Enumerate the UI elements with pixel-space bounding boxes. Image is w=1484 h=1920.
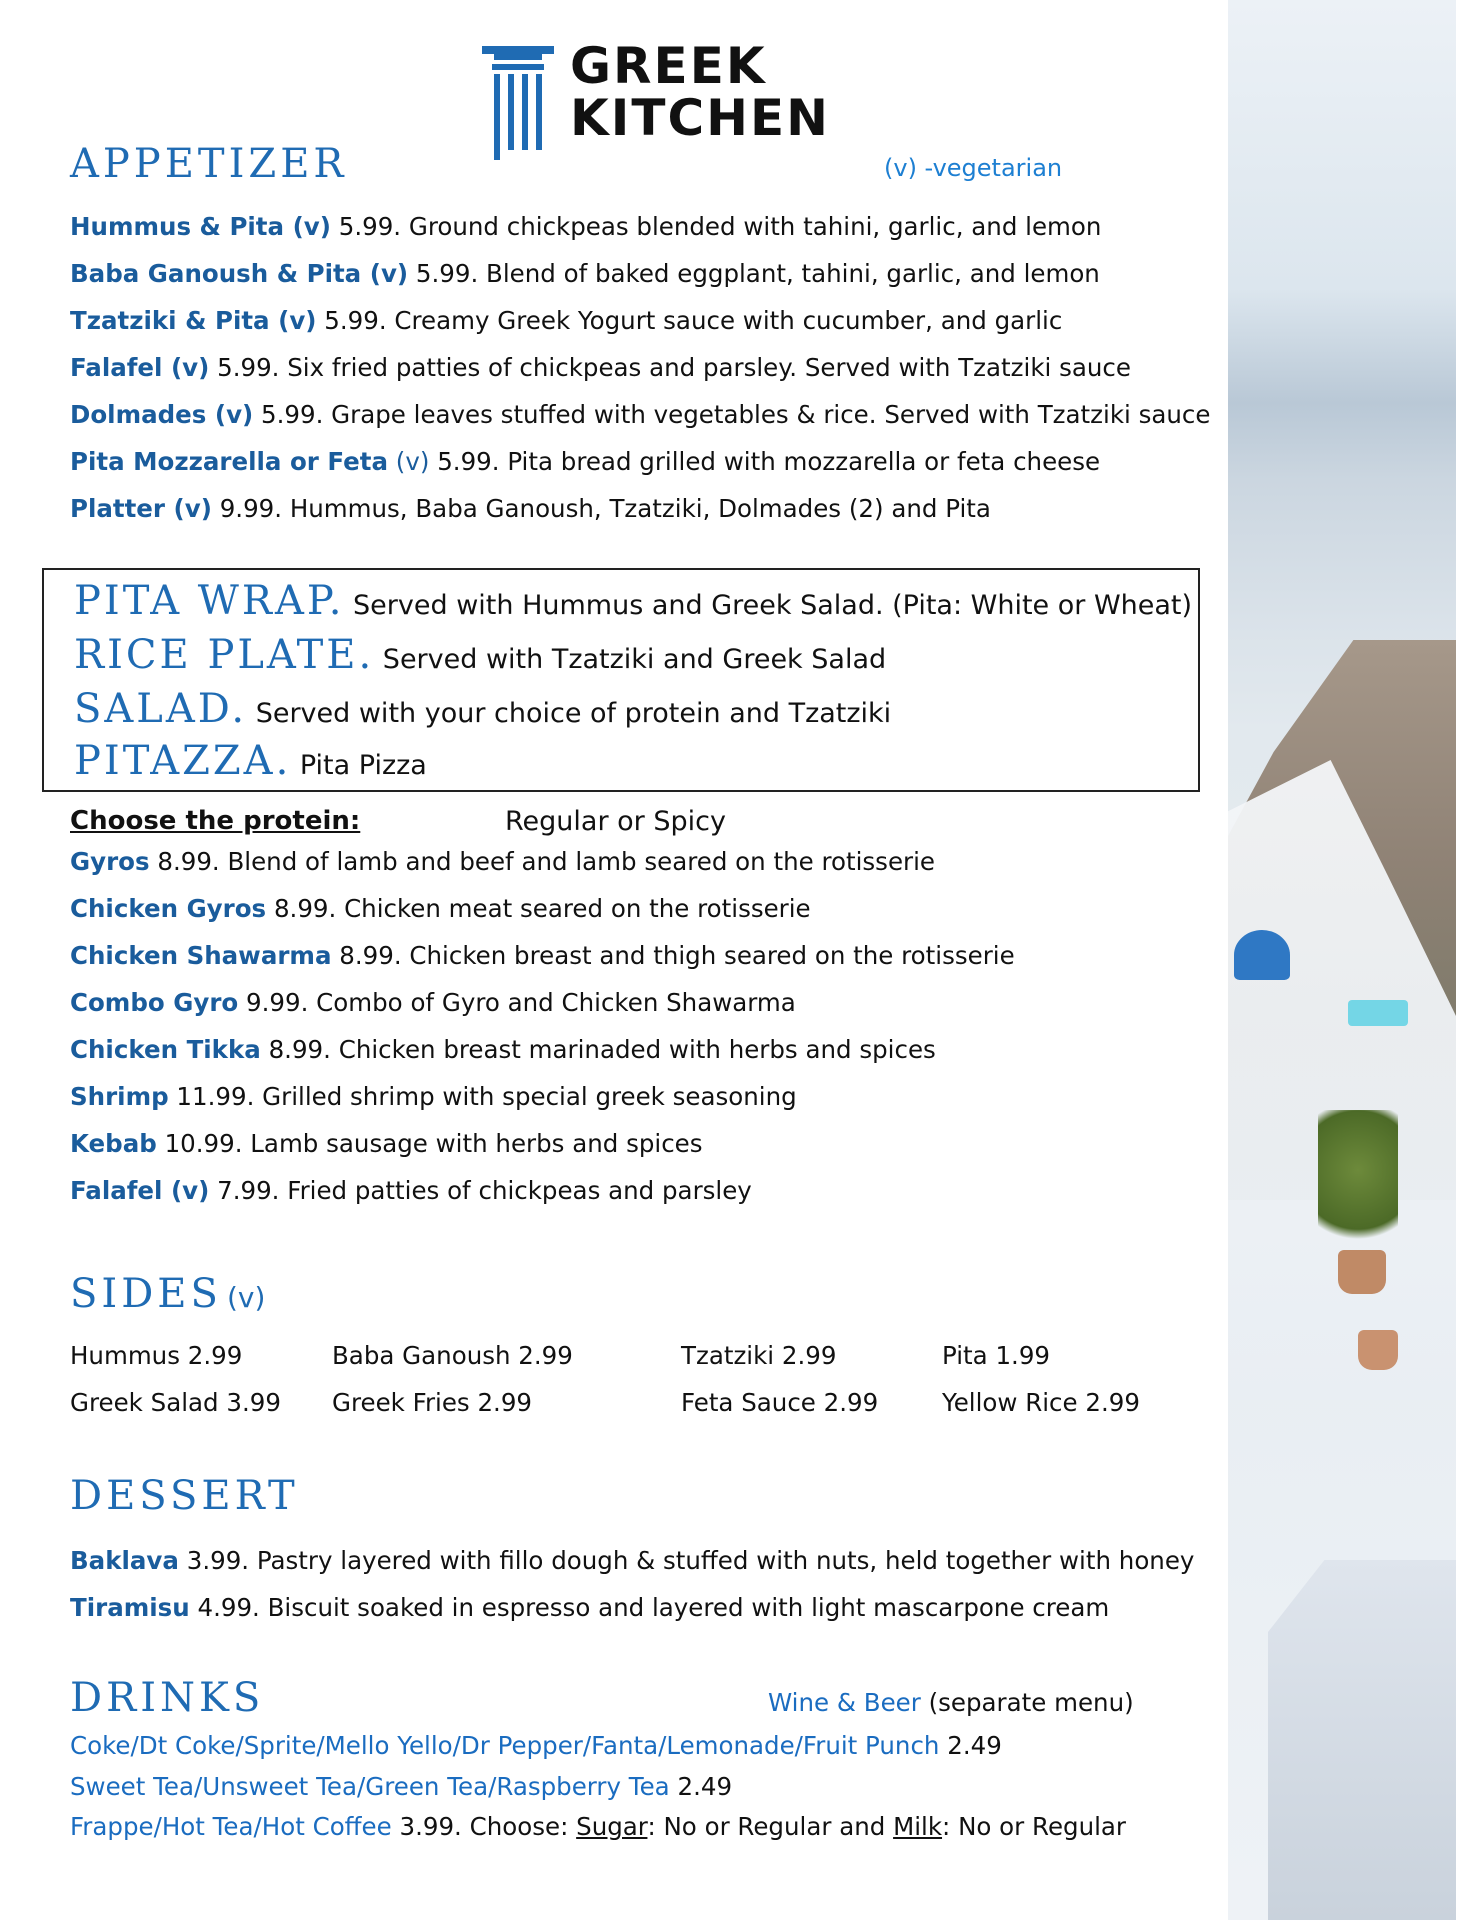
- item-description: 10.99. Lamb sausage with herbs and spices: [156, 1129, 703, 1158]
- side-item: Greek Salad 3.99: [70, 1388, 281, 1417]
- menu-item: [70, 257, 1100, 291]
- sugar-options: : No or Regular and: [647, 1812, 894, 1841]
- item-description: 8.99. Chicken breast and thigh seared on the rotisserie: [331, 941, 1015, 970]
- protein-option: Regular or Spicy: [505, 806, 726, 837]
- side-item: Tzatziki 2.99: [681, 1341, 837, 1370]
- sugar-label: Sugar: [576, 1812, 648, 1841]
- item-name: Tiramisu: [70, 1593, 190, 1622]
- side-item: Yellow Rice 2.99: [942, 1388, 1140, 1417]
- item-name: Kebab: [70, 1129, 157, 1158]
- sides-veg-mark: (v): [226, 1281, 266, 1314]
- sides-header: [70, 1270, 265, 1318]
- item-description: 8.99. Chicken meat seared on the rotisserie: [266, 894, 811, 923]
- milk-options: : No or Regular: [942, 1812, 1126, 1841]
- menu-item: [70, 1544, 1194, 1578]
- item-name: Dolmades (v): [70, 400, 254, 429]
- item-name: Falafel (v): [70, 1176, 210, 1205]
- meal-type-description: Served with Hummus and Greek Salad. (Pita: White or Wheat): [344, 590, 1193, 621]
- item-description: 5.99. Six fried patties of chickpeas and parsley. Served with Tzatziki sauce: [209, 353, 1131, 382]
- menu-item: [70, 210, 1101, 244]
- logo-line-1: GREEK: [570, 37, 767, 95]
- vegetarian-mark: (v): [388, 447, 430, 476]
- menu-item: [70, 986, 796, 1020]
- photo-plant: [1318, 1110, 1398, 1260]
- drinks-heading: DRINKS: [70, 1675, 265, 1721]
- sides-heading: SIDES: [70, 1271, 222, 1317]
- meal-type-heading: PITA WRAP.: [74, 578, 345, 624]
- drink-price: 3.99. Choose:: [391, 1812, 577, 1841]
- milk-label: Milk: [893, 1812, 943, 1841]
- menu-item: [70, 351, 1131, 385]
- item-description: 5.99. Creamy Greek Yogurt sauce with cucumber, and garlic: [316, 306, 1063, 335]
- drink-line: [70, 1729, 1002, 1763]
- santorini-photo: [1228, 0, 1456, 1920]
- item-name: Baklava: [70, 1546, 179, 1575]
- drink-price: 2.49: [669, 1772, 733, 1801]
- menu-item: [70, 304, 1062, 338]
- drink-price: 2.49: [939, 1731, 1002, 1760]
- drink-line: [70, 1770, 732, 1804]
- wine-beer-note: [768, 1688, 1134, 1717]
- side-item: Pita 1.99: [942, 1341, 1051, 1370]
- item-description: 7.99. Fried patties of chickpeas and parsley: [209, 1176, 752, 1205]
- meal-type-pitazza: [74, 738, 427, 784]
- meal-types-box: [42, 568, 1200, 792]
- dessert-heading: DESSERT: [70, 1473, 299, 1519]
- side-item: Hummus 2.99: [70, 1341, 243, 1370]
- item-name: Platter (v): [70, 494, 212, 523]
- item-description: 5.99. Blend of baked eggplant, tahini, garlic, and lemon: [408, 259, 1100, 288]
- item-description: 5.99. Grape leaves stuffed with vegetables & rice. Served with Tzatziki sauce: [253, 400, 1211, 429]
- meal-type-description: Served with Tzatziki and Greek Salad: [374, 644, 887, 675]
- menu-item: [70, 1127, 703, 1161]
- drink-names: Coke/Dt Coke/Sprite/Mello Yello/Dr Pepper/Fanta/Lemonade/Fruit Punch: [70, 1731, 940, 1760]
- item-name: Tzatziki & Pita (v): [70, 306, 317, 335]
- page-margin: [1456, 0, 1484, 1920]
- menu-item: [70, 445, 1100, 479]
- meal-type-description: Pita Pizza: [291, 750, 427, 781]
- menu-item: [70, 892, 811, 926]
- logo-line-2: KITCHEN: [570, 89, 830, 147]
- item-name: Falafel (v): [70, 353, 210, 382]
- item-name: Gyros: [70, 847, 150, 876]
- logo-text: [570, 37, 830, 147]
- menu-item: [70, 398, 1210, 432]
- item-description: 8.99. Chicken breast marinaded with herbs and spices: [260, 1035, 936, 1064]
- meal-type-rice-plate: [74, 632, 886, 678]
- menu-item: [70, 1033, 936, 1067]
- vegetarian-legend: (v) -vegetarian: [884, 154, 1063, 182]
- item-name: Chicken Shawarma: [70, 941, 332, 970]
- photo-pot: [1338, 1250, 1386, 1294]
- item-name: Hummus & Pita (v): [70, 212, 331, 241]
- item-description: 11.99. Grilled shrimp with special greek seasoning: [168, 1082, 797, 1111]
- menu-item: [70, 1080, 797, 1114]
- item-description: 5.99. Pita bread grilled with mozzarella or feta cheese: [429, 447, 1101, 476]
- drink-names: Frappe/Hot Tea/Hot Coffee: [70, 1812, 392, 1841]
- wine-beer-detail: (separate menu): [920, 1688, 1134, 1717]
- item-description: 5.99. Ground chickpeas blended with tahini, garlic, and lemon: [330, 212, 1102, 241]
- menu-item: [70, 1591, 1109, 1625]
- item-name: Chicken Tikka: [70, 1035, 261, 1064]
- column-icon: [478, 40, 558, 166]
- menu-item: [70, 492, 991, 526]
- item-description: 8.99. Blend of lamb and beef and lamb seared on the rotisserie: [149, 847, 935, 876]
- photo-pool: [1348, 1000, 1408, 1026]
- protein-title: Choose the protein:: [70, 806, 361, 836]
- appetizer-heading: APPETIZER: [70, 141, 348, 187]
- drink-names: Sweet Tea/Unsweet Tea/Green Tea/Raspberry Tea: [70, 1772, 670, 1801]
- menu-item: [70, 1174, 752, 1208]
- item-description: 4.99. Biscuit soaked in espresso and layered with light mascarpone cream: [189, 1593, 1110, 1622]
- photo-pot: [1358, 1330, 1398, 1370]
- drink-line: [70, 1810, 1126, 1844]
- meal-type-heading: RICE PLATE.: [74, 632, 375, 678]
- restaurant-logo: [478, 37, 830, 166]
- item-name: Chicken Gyros: [70, 894, 267, 923]
- side-item: Greek Fries 2.99: [332, 1388, 533, 1417]
- meal-type-pita-wrap: [74, 578, 1192, 624]
- item-description: 9.99. Combo of Gyro and Chicken Shawarma: [238, 988, 796, 1017]
- item-description: 3.99. Pastry layered with fillo dough & stuffed with nuts, held together with honey: [178, 1546, 1195, 1575]
- wine-beer-label: Wine & Beer: [768, 1688, 921, 1717]
- meal-type-heading: PITAZZA.: [74, 738, 292, 784]
- item-name: Baba Ganoush & Pita (v): [70, 259, 409, 288]
- item-name: Pita Mozzarella or Feta: [70, 447, 388, 476]
- meal-type-description: Served with your choice of protein and Tzatziki: [247, 698, 892, 729]
- item-name: Shrimp: [70, 1082, 169, 1111]
- side-item: Baba Ganoush 2.99: [332, 1341, 573, 1370]
- photo-steps: [1268, 1560, 1456, 1920]
- side-item: Feta Sauce 2.99: [681, 1388, 879, 1417]
- meal-type-heading: SALAD.: [74, 686, 248, 732]
- meal-type-salad: [74, 686, 891, 732]
- menu-item: [70, 939, 1015, 973]
- item-name: Combo Gyro: [70, 988, 239, 1017]
- photo-blue-dome: [1234, 930, 1290, 980]
- menu-item: [70, 845, 935, 879]
- item-description: 9.99. Hummus, Baba Ganoush, Tzatziki, Dolmades (2) and Pita: [211, 494, 991, 523]
